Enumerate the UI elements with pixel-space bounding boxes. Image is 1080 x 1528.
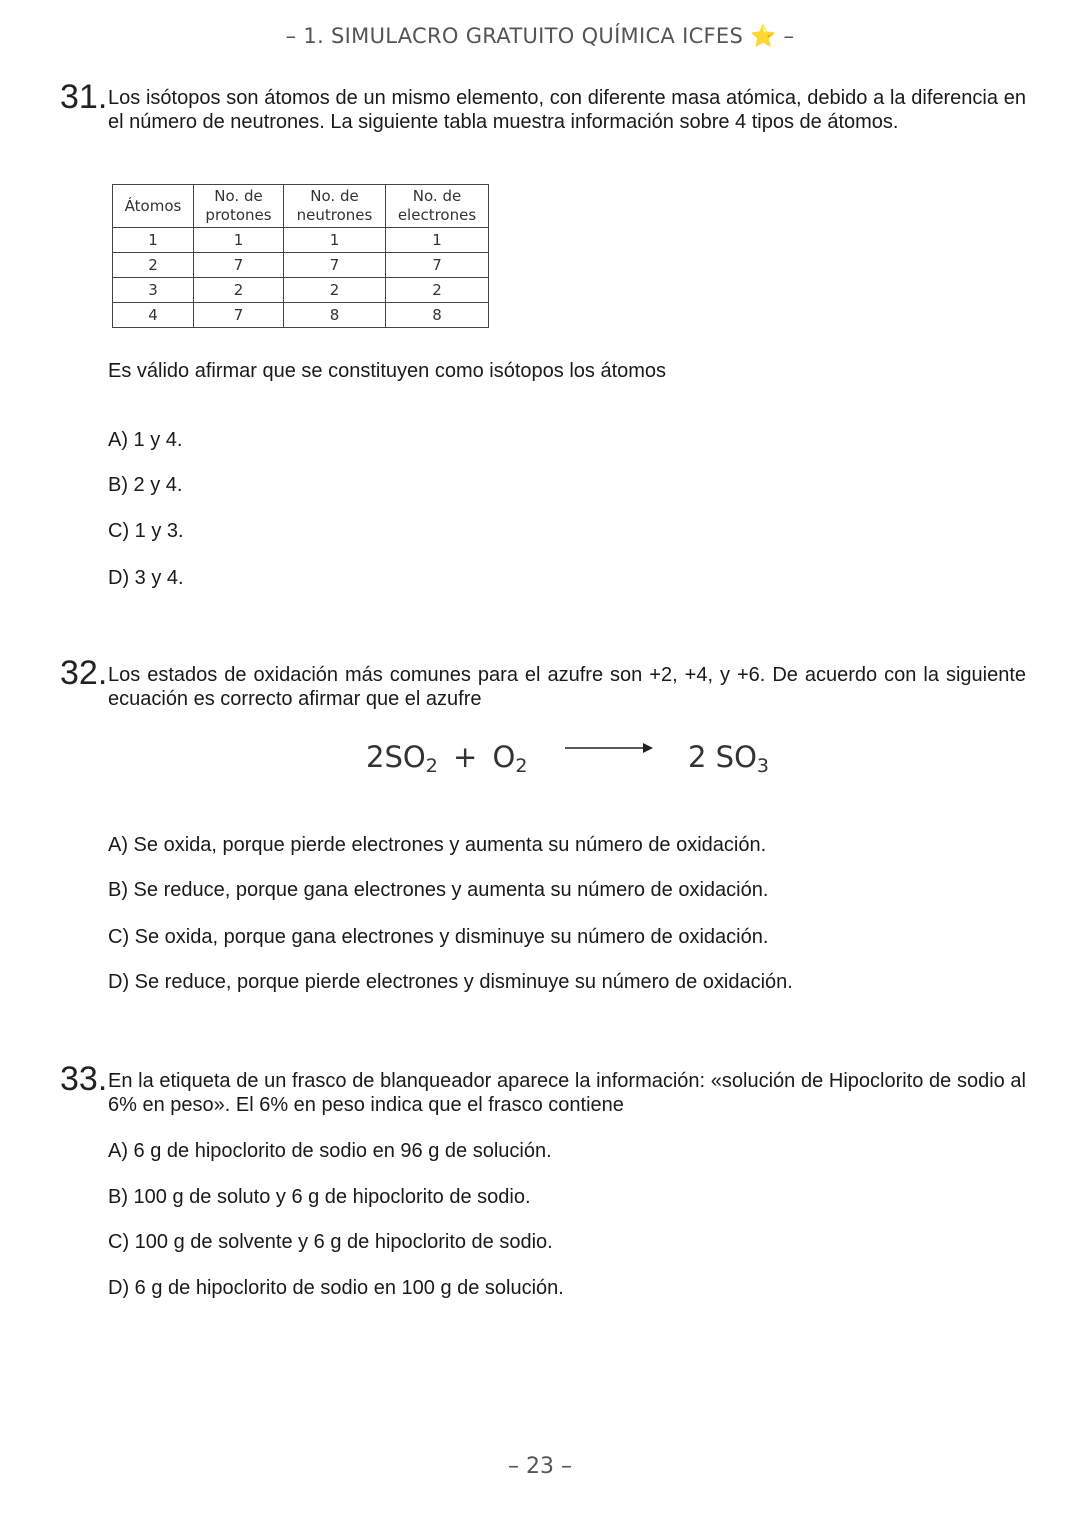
header-neutrones: No. de neutrones [284, 185, 386, 228]
question-32-number: 32. [60, 654, 108, 692]
atoms-table-header [113, 185, 489, 228]
header-atomos: Átomos [113, 185, 194, 228]
q33-option-b[interactable]: B) 100 g de soluto y 6 g de hipoclorito de sodio. [108, 1186, 531, 1208]
q31-option-a[interactable]: A) 1 y 4. [108, 429, 183, 451]
question-31-prompt: Es válido afirmar que se constituyen como isótopos los átomos [108, 360, 667, 382]
question-33-number: 33. [60, 1060, 108, 1098]
header-electrones: No. de electrones [386, 185, 489, 228]
table-row: 2 7 7 7 [113, 253, 489, 278]
header-protones: No. de protones [194, 185, 284, 228]
q32-option-c[interactable]: C) Se oxida, porque gana electrones y disminuye su número de oxidación. [108, 926, 769, 948]
q31-option-b[interactable]: B) 2 y 4. [108, 474, 183, 496]
question-31-number: 31. [60, 78, 108, 116]
q31-option-c[interactable]: C) 1 y 3. [108, 520, 184, 542]
q31-option-d[interactable]: D) 3 y 4. [108, 567, 184, 589]
q33-option-a[interactable]: A) 6 g de hipoclorito de sodio en 96 g de solución. [108, 1140, 552, 1162]
q33-option-d[interactable]: D) 6 g de hipoclorito de sodio en 100 g de solución. [108, 1277, 564, 1299]
q32-option-a[interactable]: A) Se oxida, porque pierde electrones y aumenta su número de oxidación. [108, 834, 767, 856]
page-header [0, 24, 1080, 49]
q32-option-d[interactable]: D) Se reduce, porque pierde electrones y disminuye su número de oxidación. [108, 971, 793, 993]
table-row: 1 1 1 1 [113, 228, 489, 253]
star-icon: ⭐ [750, 24, 777, 48]
table-row: 3 2 2 2 [113, 278, 489, 303]
question-32-stem: Los estados de oxidación más comunes para el azufre son +2, +4, y +6. De acuerdo con la siguiente ecuación es correcto afirmar que el azufre [108, 664, 1026, 710]
q32-option-b[interactable]: B) Se reduce, porque gana electrones y aumenta su número de oxidación. [108, 879, 769, 901]
question-31-stem: Los isótopos son átomos de un mismo elemento, con diferente masa atómica, debido a la diferencia en el número de neutrones. La siguiente tabla muestra información sobre 4 tipos de átomos. [108, 87, 1026, 133]
page-number: – 23 – [508, 1454, 572, 1479]
atoms-table [112, 184, 489, 328]
equation-reactants: $2SO_2 + O_2$ [366, 740, 528, 777]
header-title: – 1. SIMULACRO GRATUITO QUÍMICA ICFES [285, 24, 744, 48]
question-33-stem: En la etiqueta de un frasco de blanqueador aparece la información: «solución de Hipoclorito de sodio al 6% en peso». El 6% en peso indica que el frasco contiene [108, 1070, 1026, 1116]
table-row: 4 7 8 8 [113, 303, 489, 328]
q33-option-c[interactable]: C) 100 g de solvente y 6 g de hipoclorito de sodio. [108, 1231, 553, 1253]
header-trail: – [783, 24, 795, 48]
reaction-arrow-icon [565, 739, 655, 759]
equation-products: 2 $SO_3$ [688, 740, 769, 777]
